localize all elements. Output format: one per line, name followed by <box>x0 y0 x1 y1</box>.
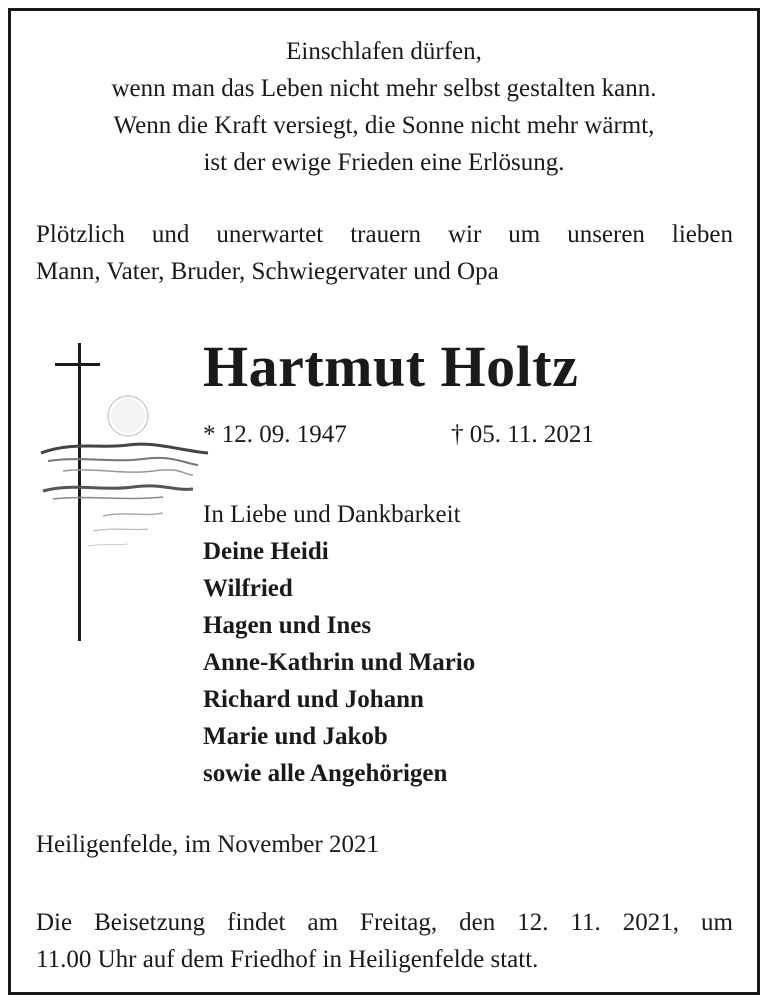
deceased-name: Hartmut Holtz <box>203 334 579 399</box>
funeral-line: Die Beisetzung findet am Freitag, den 12. 11. 2021, um <box>36 909 733 936</box>
poem-line: Wenn die Kraft versiegt, die Sonne nicht mehr wärmt, <box>113 112 655 139</box>
mourner-name: Deine Heidi <box>203 538 329 565</box>
funeral-line: 11.00 Uhr auf dem Friedhof in Heiligenfelde statt. <box>36 946 539 973</box>
funeral-info <box>36 904 733 978</box>
notice-frame <box>8 8 760 995</box>
poem-line: ist der ewige Frieden eine Erlösung. <box>203 149 565 176</box>
mourner-name: Wilfried <box>203 575 293 602</box>
mourner-name: Richard und Johann <box>203 686 424 713</box>
intro-line: Plötzlich und unerwartet trauern wir um unseren lieben <box>36 221 733 248</box>
poem <box>11 33 757 181</box>
mourner-name: Hagen und Ines <box>203 612 372 639</box>
mourner-name: Marie und Jakob <box>203 723 388 750</box>
poem-line: Einschlafen dürfen, <box>286 38 482 65</box>
birth-date: * 12. 09. 1947 <box>203 421 347 448</box>
mourner-name: Anne-Kathrin und Mario <box>203 649 476 676</box>
mourner-name: sowie alle Angehörigen <box>203 760 448 787</box>
intro-line: Mann, Vater, Bruder, Schwiegervater und Opa <box>36 258 499 285</box>
death-date: † 05. 11. 2021 <box>451 421 594 448</box>
mourners-list <box>203 496 475 792</box>
place-date: Heiligenfelde, im November 2021 <box>36 831 379 858</box>
poem-line: wenn man das Leben nicht mehr selbst gestalten kann. <box>111 75 657 102</box>
mourners-heading: In Liebe und Dankbarkeit <box>203 501 461 528</box>
cross-with-sunset-landscape-icon <box>33 341 213 641</box>
intro-text <box>36 216 733 290</box>
